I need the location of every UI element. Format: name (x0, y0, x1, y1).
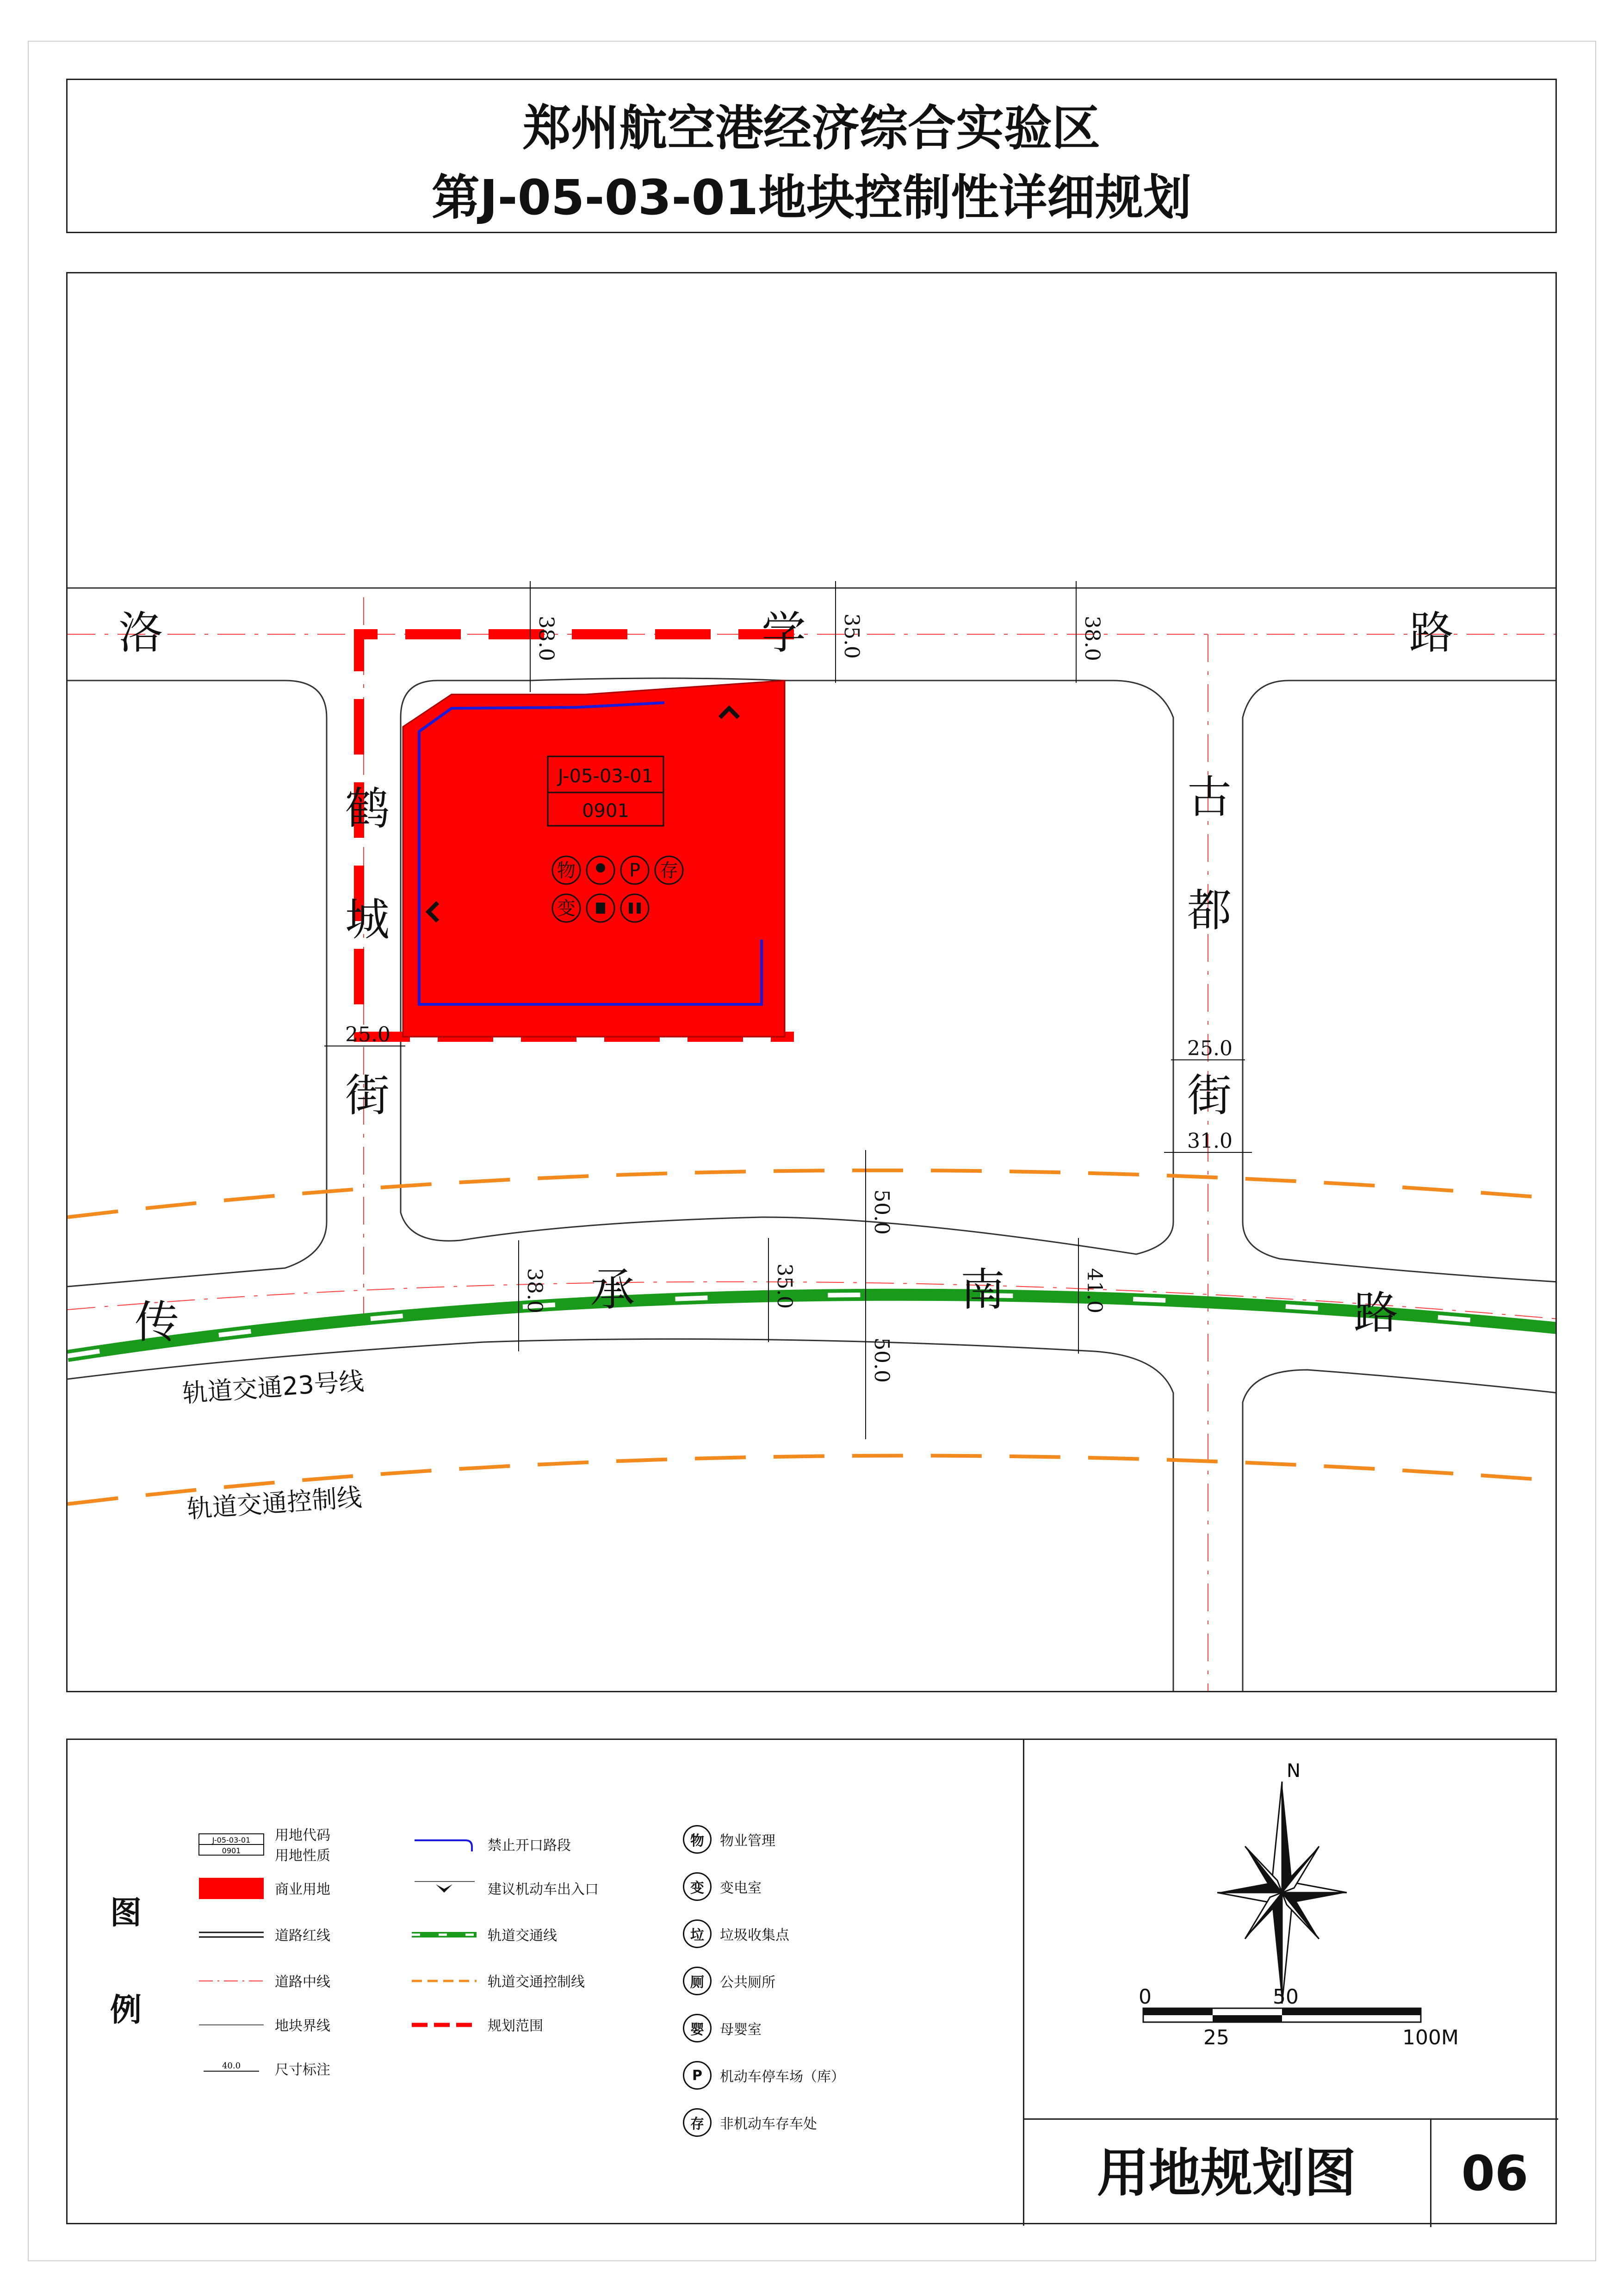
scale-label-100m: 100M (1402, 2026, 1459, 2049)
legend-red-line-symbol (197, 1920, 266, 1948)
legend-red-line-svg (197, 1920, 266, 1948)
legend-property-mgmt (683, 1823, 775, 1856)
substation-icon-label: 变 (557, 898, 576, 919)
legend-center-line-symbol (197, 1967, 266, 1994)
legend-code-label: 用地代码 (275, 1827, 330, 1844)
legend-rail-control-label: 轨道交通控制线 (488, 1974, 585, 1990)
toilet-icon-mark-1 (629, 903, 633, 914)
legend-boundary-line-svg (197, 2011, 266, 2038)
garbage-icon-mark (596, 903, 605, 914)
legend-dimension-symbol (197, 2055, 266, 2082)
bicycle-storage-icon-label: 存 (660, 860, 678, 881)
legend-use-label: 用地性质 (275, 1848, 330, 1864)
legend-parcel-code (197, 1827, 330, 1864)
legend-dimension-sample: 40.0 (222, 2061, 241, 2071)
road-name-hecheng-1: 鹤 (345, 783, 390, 835)
road-name-luoxue-2: 学 (762, 607, 806, 659)
compass-and-scale (1023, 1740, 1558, 2118)
legend-no-opening-label: 禁止开口路段 (488, 1838, 571, 1854)
scale-label-25: 25 (1203, 2026, 1229, 2049)
scale-label-50: 50 (1273, 1985, 1299, 2009)
legend-code-sample: J-05-03-01 (212, 1836, 251, 1844)
legend-panel (66, 1739, 1557, 2224)
legend-boundary-line-symbol (197, 2011, 266, 2038)
legend-commercial-label: 商业用地 (275, 1881, 330, 1898)
legend-no-opening-svg (410, 1830, 479, 1858)
legend-center-line-label: 道路中线 (275, 1974, 330, 1990)
label-rail-control: 轨道交通控制线 (186, 1482, 363, 1524)
scale-bar (1139, 1985, 1459, 2049)
legend-commercial-svg (197, 1874, 266, 1902)
legend-parcel-code-svg (197, 1830, 266, 1858)
compass-north-label: N (1287, 1760, 1301, 1782)
legend-rail-line-label: 轨道交通线 (488, 1928, 557, 1944)
dim-chuancheng-1: 38.0 (523, 1268, 546, 1313)
dim-chuancheng-2: 35.0 (773, 1263, 796, 1309)
legend-toilet-label: 公共厕所 (720, 1974, 775, 1991)
compass-n-dark (1282, 1782, 1292, 1893)
parking-icon-label: P (629, 860, 641, 881)
legend-rail-control (410, 1964, 585, 1997)
legend-rail-control-symbol (410, 1967, 479, 1994)
label-rail-line: 轨道交通23号线 (181, 1366, 365, 1408)
legend-plan-scope-symbol (410, 2011, 479, 2038)
legend-toilet-icon: 厕 (683, 1967, 712, 1995)
legend-substation-label: 变电室 (720, 1880, 762, 1896)
scale-seg-2 (1213, 2015, 1282, 2022)
legend-no-opening (410, 1828, 571, 1860)
legend-parking-icon: P (683, 2061, 712, 2090)
legend-commercial-swatch (199, 1878, 264, 1899)
road-name-gudu-2: 都 (1187, 885, 1232, 936)
legend-dimension-label: 尺寸标注 (275, 2062, 330, 2078)
legend-rail-line (410, 1918, 557, 1950)
dim-rail-ctrl-north: 50.0 (870, 1189, 893, 1235)
property-icon-label: 物 (557, 860, 576, 881)
road-edge-se-south (1243, 1370, 1557, 1692)
legend-commercial (197, 1872, 330, 1904)
legend-rail-line-svg (410, 1920, 479, 1948)
road-name-luoxue-3: 路 (1409, 607, 1454, 659)
legend-garbage (683, 1918, 789, 1950)
sheet-title-row (1023, 2118, 1558, 2227)
legend-parking-label: 机动车停车场（库） (720, 2069, 845, 2085)
legend-vehicle-entrance-label: 建议机动车出入口 (488, 1881, 599, 1898)
legend-boundary-line-label: 地块界线 (275, 2018, 330, 2034)
title-line-2: 第J-05-03-01地块控制性详细规划 (431, 169, 1192, 226)
sheet-title: 用地规划图 (1097, 2143, 1356, 2203)
dim-luoxue-2: 35.0 (840, 613, 863, 659)
legend-red-line (197, 1918, 330, 1950)
title-block (66, 79, 1557, 233)
legend-entrance-arrow (436, 1884, 452, 1893)
legend-plan-scope (410, 2008, 543, 2041)
nursing-room-icon-mark (596, 863, 605, 873)
legend-garbage-label: 垃圾收集点 (720, 1927, 789, 1943)
road-name-chuancheng-1: 传 (135, 1296, 179, 1348)
road-name-chuancheng-2: 承 (590, 1264, 635, 1316)
legend-parking (683, 2059, 845, 2092)
legend-plan-scope-svg (410, 2011, 479, 2038)
legend-substation-icon: 变 (683, 1872, 712, 1901)
road-name-chuancheng-4: 路 (1354, 1287, 1398, 1339)
map-panel (66, 272, 1557, 1692)
legend-property-icon: 物 (683, 1825, 712, 1854)
road-name-gudu-3: 街 (1187, 1070, 1232, 1121)
legend-nursing-label: 母婴室 (720, 2022, 762, 2038)
road-name-chuancheng-3: 南 (960, 1264, 1005, 1316)
legend-bicycle (683, 2106, 817, 2139)
scale-seg-3 (1282, 2008, 1421, 2015)
scale-seg-1 (1143, 2008, 1213, 2015)
dim-gudu-1: 25.0 (1187, 1037, 1233, 1060)
road-edge-sw (68, 681, 327, 1287)
legend-heading-2: 例 (110, 1992, 142, 2029)
legend-center-line-svg (197, 1967, 266, 1994)
toilet-icon-mark-2 (637, 903, 641, 914)
rail-line-23 (68, 1295, 1557, 1356)
compass-rose (1217, 1760, 1347, 2004)
legend-bicycle-label: 非机动车存车处 (720, 2116, 817, 2132)
legend-substation (683, 1870, 762, 1903)
legend-use-sample: 0901 (222, 1846, 241, 1855)
legend-vehicle-entrance-svg (410, 1874, 479, 1902)
legend-no-opening-stroke (415, 1840, 472, 1851)
scale-label-0: 0 (1139, 1985, 1152, 2009)
dim-luoxue-1: 38.0 (534, 616, 558, 661)
legend-center-line (197, 1964, 330, 1997)
legend-heading-1: 图 (110, 1895, 142, 1931)
legend-no-opening-symbol (410, 1830, 479, 1858)
title-line-1: 郑州航空港经济综合实验区 (522, 100, 1100, 156)
dim-chuancheng-3: 41.0 (1083, 1268, 1106, 1313)
legend-nursing-icon: 婴 (683, 2014, 712, 2042)
legend-dimension-svg (197, 2055, 266, 2082)
legend-nursing (683, 2012, 762, 2044)
dim-luoxue-3: 38.0 (1080, 616, 1104, 661)
legend-rail-control-svg (410, 1967, 479, 1994)
dim-hecheng: 25.0 (345, 1023, 390, 1046)
legend-red-line-label: 道路红线 (275, 1928, 330, 1944)
dim-gudu-2: 31.0 (1187, 1129, 1233, 1153)
road-name-gudu-1: 古 (1187, 771, 1232, 823)
road-name-hecheng-3: 街 (345, 1070, 390, 1121)
legend-dimension (197, 2052, 330, 2085)
legend-boundary-line (197, 2008, 330, 2041)
sheet-number: 06 (1461, 2145, 1529, 2202)
legend-commercial-symbol (197, 1874, 266, 1902)
legend-toilet (683, 1965, 775, 1997)
legend-vehicle-entrance (410, 1872, 599, 1904)
legend-parcel-code-symbol (197, 1830, 266, 1858)
legend-parcel-code-labels (266, 1824, 330, 1864)
dim-rail-ctrl-south: 50.0 (870, 1337, 893, 1383)
parcel-code: J-05-03-01 (558, 766, 654, 787)
map-drawing (68, 273, 1557, 1692)
legend-property-label: 物业管理 (720, 1833, 775, 1849)
parcel-use: 0901 (582, 800, 629, 822)
rail-control-north (68, 1170, 1557, 1217)
road-name-hecheng-2: 城 (345, 894, 390, 946)
road-edge-se (1243, 681, 1557, 1282)
road-name-luoxue-1: 洛 (118, 607, 163, 659)
legend-plan-scope-label: 规划范围 (488, 2018, 543, 2034)
legend-bicycle-icon: 存 (683, 2108, 712, 2137)
legend-vehicle-entrance-symbol (410, 1874, 479, 1902)
legend-rail-line-symbol (410, 1920, 479, 1948)
legend-garbage-icon: 垃 (683, 1919, 712, 1948)
